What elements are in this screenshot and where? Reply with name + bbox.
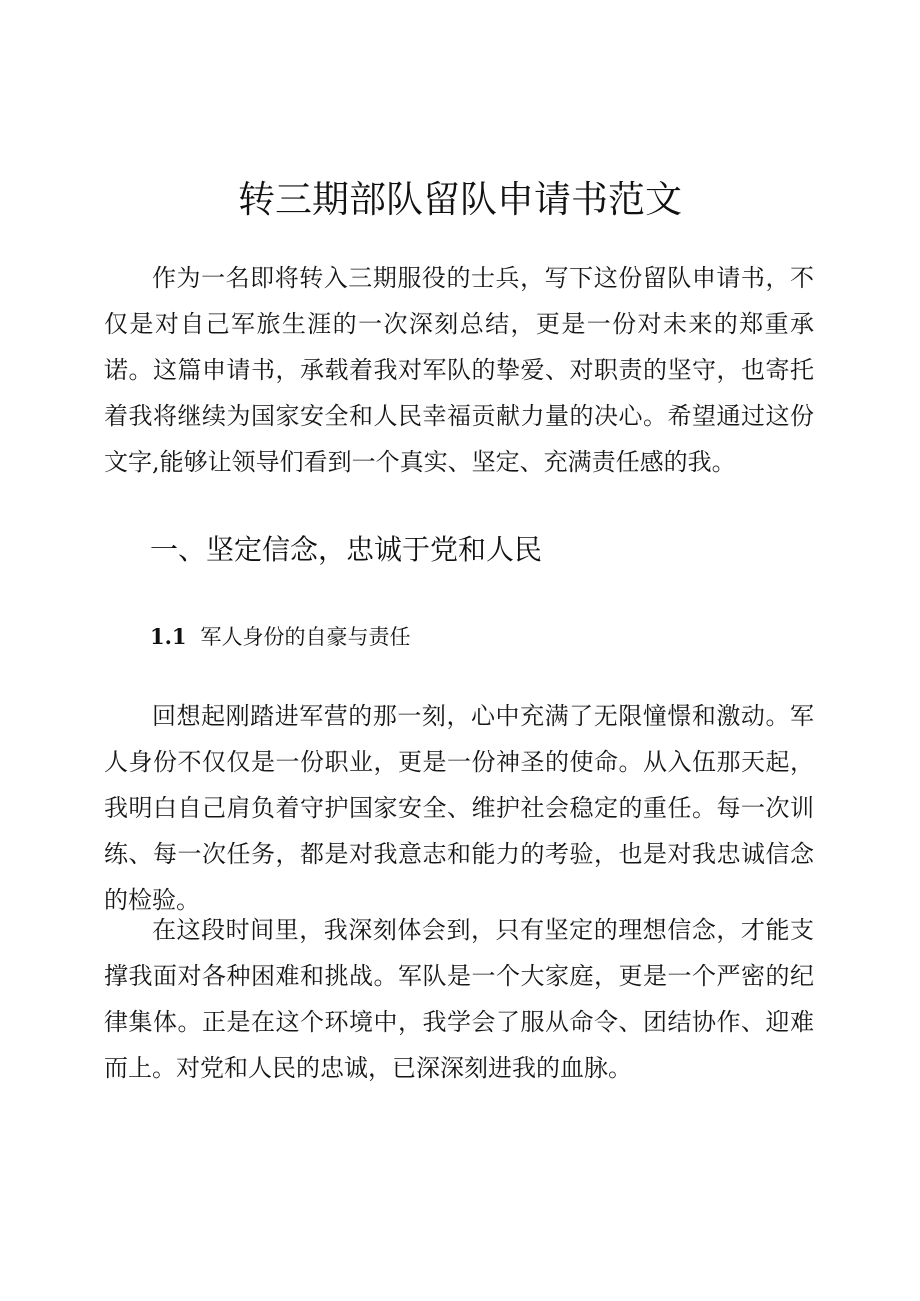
- intro-paragraph: 作为一名即将转入三期服役的士兵，写下这份留队申请书，不仅是对自己军旅生涯的一次深刻总结，更是一份对未来的郑重承诺。这篇申请书，承载着我对军队的挚爱、对职责的坚守，也寄托着我将继续为国家安全和人民幸福贡献力量的决心。希望通过这份文字,能够让领导们看到一个真实、坚定、充满责任感的我。: [104, 264, 814, 476]
- subsection-number: 1.1: [150, 624, 187, 649]
- document-title: 转三期部队留队申请书范文: [238, 178, 682, 221]
- body-paragraph: 回想起刚踏进军营的那一刻，心中充满了无限憧憬和激动。军人身份不仅仅是一份职业，更是一份神圣的使命。从入伍那天起，我明白自己肩负着守护国家安全、维护社会稳定的重任。每一次训练、每一次任务，都是对我意志和能力的考验，也是对我忠诚信念的检验。: [104, 702, 814, 914]
- subsection-heading: [150, 617, 411, 657]
- section-heading: 一、坚定信念，忠诚于党和人民: [150, 533, 543, 566]
- subsection-title: 军人身份的自豪与责任: [200, 625, 411, 649]
- body-paragraph: 在这段时间里，我深刻体会到，只有坚定的理想信念，才能支撑我面对各种困难和挑战。军队是一个大家庭，更是一个严密的纪律集体。正是在这个环境中，我学会了服从命令、团结协作、迎难而上。对党和人民的忠诚，已深深刻进我的血脉。: [104, 916, 814, 1082]
